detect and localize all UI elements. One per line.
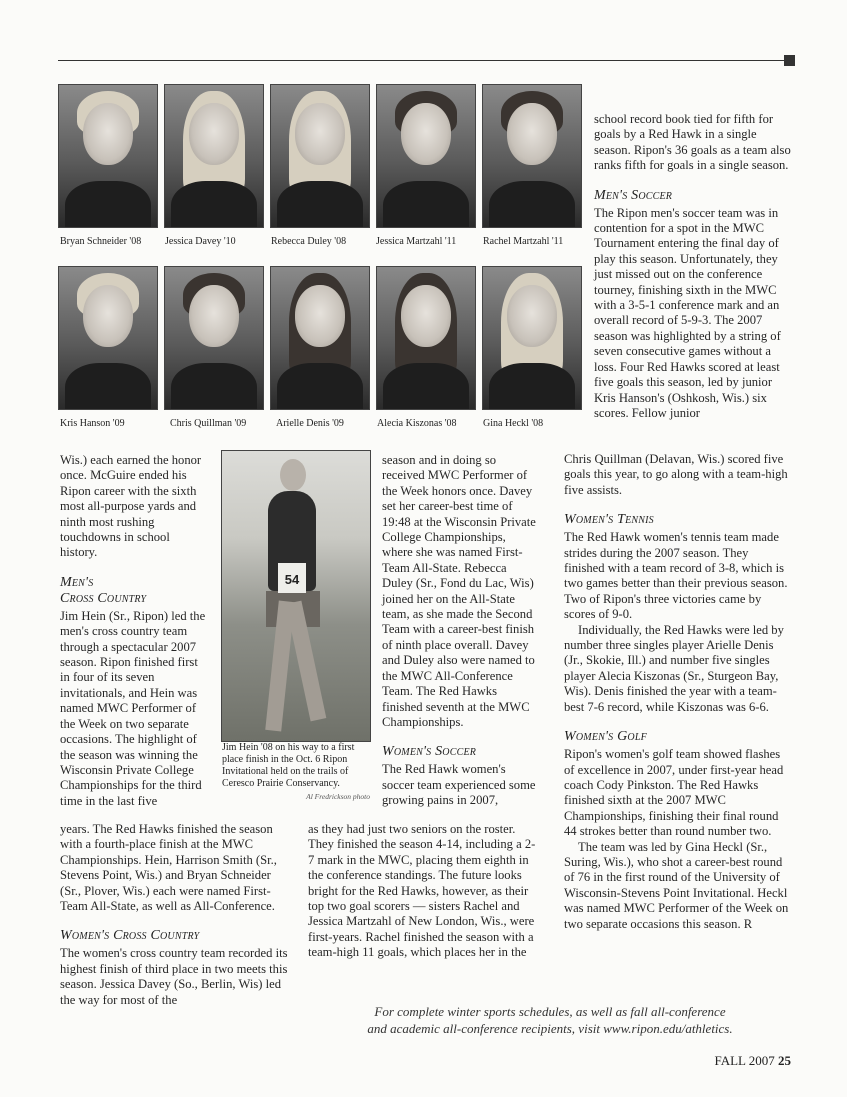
paragraph: Chris Quillman (Delavan, Wis.) scored five goals this year, to go along with a team-high five assists. [564, 452, 788, 497]
photo-rebecca-duley [270, 84, 370, 228]
photo-alecia-kiszonas [376, 266, 476, 410]
page-number: 25 [778, 1053, 791, 1068]
top-rule-marker [784, 55, 795, 66]
end-mark: R [743, 916, 753, 931]
section-heading-mens-cross-country [60, 575, 210, 607]
footnote-line: For complete winter sports schedules, as well as fall all-conference [374, 1004, 726, 1019]
paragraph: Jim Hein (Sr., Ripon) led the men's cross country team through a spectacular 2007 season. Ripon finished first in four of its seven invitationals, and Hein was named MWC Performer of the Week on two separate occasions. The highlight of the season was winning the Wisconsin Private College Championships for the third time in the last five [60, 608, 206, 808]
photo-credit: Al Fredrickson photo [306, 792, 370, 801]
paragraph: Individually, the Red Hawks were led by number three singles player Arielle Denis (Jr., Skokie, Ill.) and number five singles player Alecia Kiszonas (Sr., Sturgeon Bay, Wis). Denis finished the year with a team-best 7-6 record, while Kiszonas was 6-6. [564, 622, 784, 714]
paragraph-text: The team was led by Gina Heckl (Sr., Suring, Wis.), who shot a career-best round of 76 in the first round of the University of Wisconsin-Stevens Point Invitational. Heckl was named MWC Performer of the Week on two separate occasions this season. [564, 839, 789, 931]
section-heading-womens-cross-country: Women's Cross Country [60, 928, 200, 944]
paragraph [564, 840, 792, 932]
paragraph: Wis.) each earned the honor once. McGuire ended his Ripon career with the sixth most all-purpose yards and ninth most rushing touchdowns in school history. [60, 453, 202, 560]
section-heading-mens-soccer: Men's Soccer [594, 187, 673, 203]
paragraph: school record book tied for fifth for goals by a Red Hawk in a single season. Ripon's 36 goals as a team also ranks fifth for goals in a single season. [594, 112, 791, 173]
paragraph: years. The Red Hawks finished the season with a fourth-place finish at the MWC Championships. Hein, Harrison Smith (Sr., Stevens Point, Wis.) and Bryan Schneider (Sr., Plover, Wis.) each were named First-Team All-State, as well as All-Conference. [60, 822, 277, 914]
footnote [330, 1003, 770, 1037]
photo-caption: Gina Heckl '08 [483, 418, 544, 429]
photo-jessica-martzahl [376, 84, 476, 228]
column-2-top [382, 453, 538, 809]
photo-chris-quillman [164, 266, 264, 410]
photo-caption: Rachel Martzahl '11 [483, 236, 564, 247]
photo-feature-caption [222, 742, 370, 803]
photo-rachel-martzahl [482, 84, 582, 228]
caption-text: Jim Hein '08 on his way to a first place finish in the Oct. 6 Ripon Invitational held on the trails of Ceresco Prairie Conservancy. [222, 742, 355, 789]
photo-caption: Jessica Martzahl '11 [376, 236, 457, 247]
issue-label: FALL 2007 [714, 1053, 775, 1068]
column-2-bottom [308, 822, 540, 961]
heading-line: Men's [60, 574, 94, 590]
photo-caption: Alecia Kiszonas '08 [377, 418, 457, 429]
section-heading-womens-soccer: Women's Soccer [382, 744, 477, 760]
column-1-top [60, 453, 210, 809]
paragraph: The women's cross country team recorded its highest finish of third place in two meets this season. Jessica Davey (So., Berlin, Wis) led the way for most of the [60, 946, 288, 1007]
paragraph: Ripon's women's golf team showed flashes of excellence in 2007, under first-year head coach Cody Pinkston. The Red Hawks finished sixth at the 2007 MWC Championships, finishing their final round 44 strokes better than round number two. [564, 747, 784, 839]
section-heading-womens-tennis: Women's Tennis [564, 512, 654, 528]
column-1-bottom [60, 822, 290, 1008]
photo-caption: Kris Hanson '09 [60, 418, 125, 429]
photo-kris-hanson [58, 266, 158, 410]
race-bib: 54 [278, 563, 306, 593]
paragraph: The Red Hawk women's soccer team experienced some growing pains in 2007, [382, 762, 536, 808]
section-heading-womens-golf: Women's Golf [564, 729, 647, 745]
paragraph: as they had just two seniors on the roster. They finished the season 4-14, including a 2-7 mark in the MWC, placing them eighth in the conference standings. The future looks bright for the Red Hawks, however, as their top two goal scorers — sisters Rachel and Jessica Martzahl of New London, Wis., were first-years. Rachel finished the season with a team-high 11 goals, which places her in the [308, 822, 536, 960]
top-rule [58, 60, 786, 61]
column-3-top [594, 112, 792, 421]
photo-caption: Chris Quillman '09 [170, 418, 247, 429]
page-folio [714, 1053, 791, 1069]
footnote-line: and academic all-conference recipients, visit www.ripon.edu/athletics. [367, 1021, 733, 1036]
photo-jessica-davey [164, 84, 264, 228]
photo-arielle-denis [270, 266, 370, 410]
paragraph: The Ripon men's soccer team was in contention for a spot in the MWC Tournament entering the final day of play this season. Unfortunately, they just missed out on the conference tourney, finishing sixth in the MWC with a 3-5-1 conference mark and an overall record of 5-9-3. The 2007 season was highlighted by a string of seven consecutive games without a loss. Four Red Hawks scored at least five goals this season, led by junior Kris Hanson's (Oshkosh, Wis.) six scores. Fellow junior [594, 205, 781, 420]
photo-caption: Bryan Schneider '08 [60, 236, 142, 247]
paragraph: The Red Hawk women's tennis team made strides during the 2007 season. They finished with a team record of 3-8, which is two games better than their previous season. Two of Ripon's three victories came by scores of 9-0. [564, 530, 788, 622]
runner-photo [221, 450, 371, 742]
photo-bryan-schneider [58, 84, 158, 228]
photo-caption: Jessica Davey '10 [165, 236, 236, 247]
photo-caption: Rebecca Duley '08 [271, 236, 347, 247]
column-3-bottom [564, 452, 792, 932]
photo-caption: Arielle Denis '09 [276, 418, 344, 429]
heading-line: Cross Country [60, 590, 147, 606]
paragraph: season and in doing so received MWC Performer of the Week honors once. Davey set her career-best time of 19:48 at the Wisconsin Private College Championships, where she was named First-Team All-State. Rebecca Duley (Sr., Fond du Lac, Wis) joined her on the All-State team, as she made the Second Team with a career-best finish of ninth place overall. Davey and Duley also were named to the MWC All-Conference Team. The Red Hawks finished seventh at the MWC Championships. [382, 453, 536, 729]
photo-gina-heckl [482, 266, 582, 410]
